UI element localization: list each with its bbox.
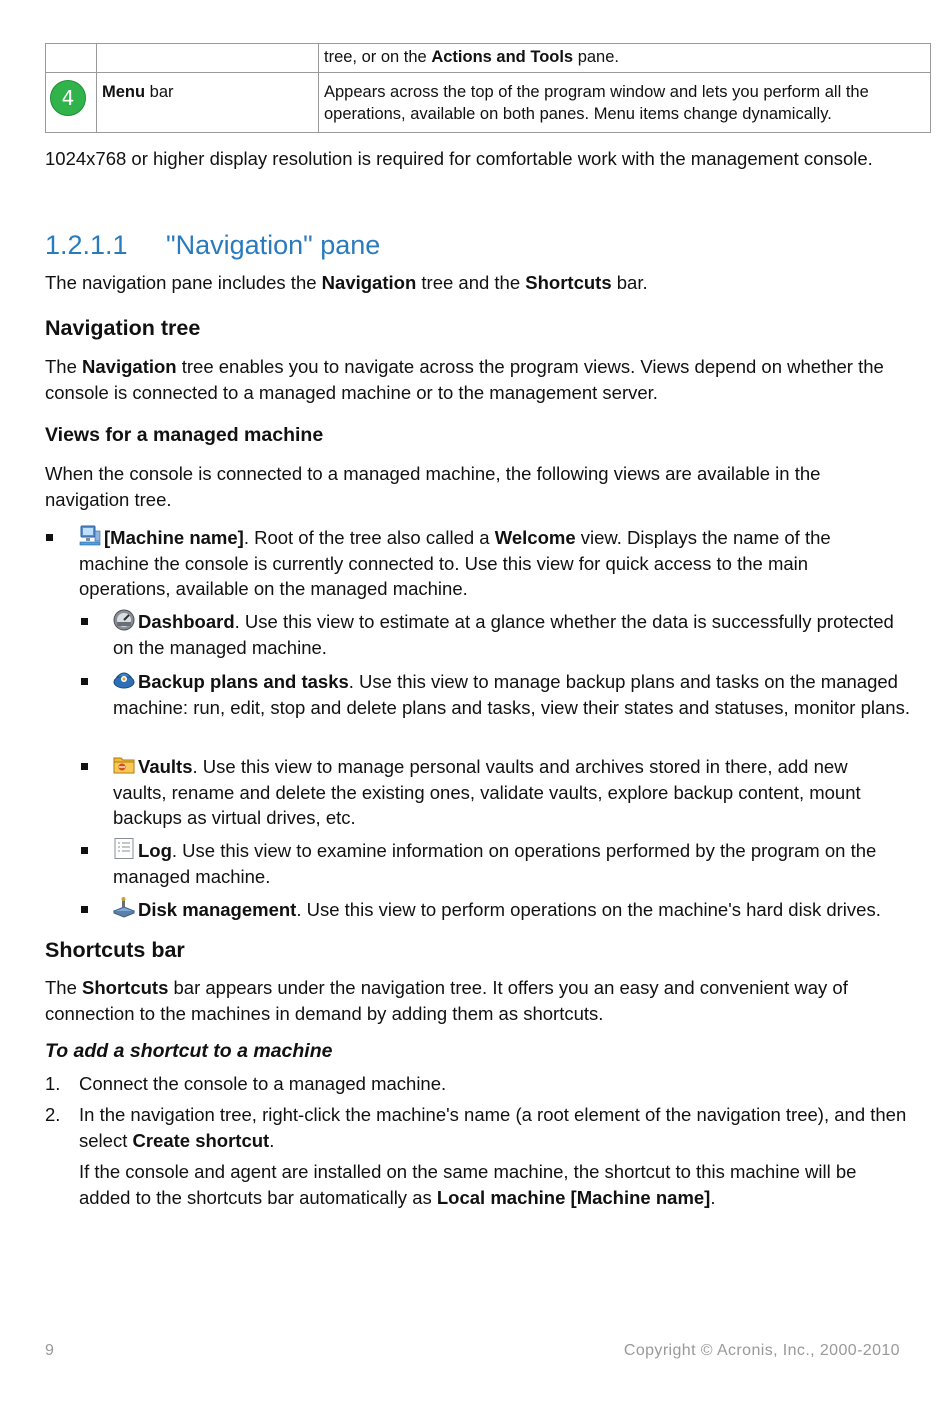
dashboard-icon bbox=[113, 609, 133, 629]
bullet bbox=[81, 678, 88, 685]
views-intro: When the console is connected to a managed machine, the following views are available in the navigation tree. bbox=[45, 463, 821, 510]
step-note: If the console and agent are installed on the same machine, the shortcut to this machine will be added to the shortcuts bar automatically as Local machine [Machine name]. bbox=[79, 1161, 857, 1208]
navigation-tree-paragraph: The Navigation tree enables you to navigate across the program views. Views depend on whether the console is connected to a managed machine or to the management server. bbox=[45, 356, 884, 403]
step-number: 2. bbox=[45, 1104, 61, 1125]
list-item-backup-plans: Backup plans and tasks. Use this view to manage backup plans and tasks on the managed machine: run, edit, stop and delete plans and tasks, view their states and statuses, monitor plans. bbox=[113, 671, 910, 718]
list-item-dashboard: Dashboard. Use this view to estimate at a glance whether the data is successfully protected on the managed machine. bbox=[113, 611, 894, 658]
table-cell-label: Menu bar bbox=[97, 73, 319, 133]
log-icon bbox=[113, 838, 133, 858]
step-2: In the navigation tree, right-click the machine's name (a root element of the navigation tree), and then select Create shortcut. bbox=[79, 1104, 907, 1151]
table-row bbox=[46, 73, 931, 133]
list-item-disk-management: Disk management. Use this view to perform operations on the machine's hard disk drives. bbox=[113, 897, 913, 923]
section-heading: 1.2.1.1 "Navigation" pane bbox=[45, 230, 381, 260]
section-intro: The navigation pane includes the Navigation tree and the Shortcuts bar. bbox=[45, 272, 648, 293]
list-item-vaults: Vaults. Use this view to manage personal vaults and archives stored in there, add new vaults, rename and delete the existing ones, validate vaults, explore backup content, mount backups as virtual drives, etc. bbox=[113, 756, 861, 828]
backup-plans-icon bbox=[113, 669, 133, 689]
shortcuts-paragraph: The Shortcuts bar appears under the navigation tree. It offers you an easy and convenient way of connection to the machines in demand by adding them as shortcuts. bbox=[45, 977, 848, 1024]
list-item-machine-name: [Machine name]. Root of the tree also called a Welcome view. Displays the name of the machine the console is currently connected to. Use this view for quick access to the main operations, available on the managed machine. bbox=[79, 527, 831, 599]
components-table bbox=[45, 43, 931, 133]
table-row bbox=[46, 44, 931, 73]
disk-management-icon bbox=[113, 897, 133, 917]
machine-icon bbox=[79, 525, 99, 545]
bullet bbox=[46, 534, 53, 541]
copyright: Copyright © Acronis, Inc., 2000-2010 bbox=[623, 1342, 900, 1359]
number-badge: 4 bbox=[50, 80, 86, 116]
page-number: 9 bbox=[45, 1342, 54, 1359]
table-cell-description: tree, or on the Actions and Tools pane. bbox=[319, 44, 931, 73]
vaults-icon bbox=[113, 754, 133, 774]
bullet bbox=[81, 847, 88, 854]
views-heading: Views for a managed machine bbox=[45, 424, 324, 446]
navigation-tree-heading: Navigation tree bbox=[45, 316, 201, 340]
step-number: 1. bbox=[45, 1073, 61, 1094]
step-1: Connect the console to a managed machine. bbox=[79, 1073, 447, 1094]
bullet bbox=[81, 618, 88, 625]
bullet bbox=[81, 906, 88, 913]
shortcuts-bar-heading: Shortcuts bar bbox=[45, 938, 185, 962]
resolution-note: 1024x768 or higher display resolution is required for comfortable work with the management console. bbox=[45, 148, 873, 169]
list-item-log: Log. Use this view to examine information on operations performed by the program on the managed machine. bbox=[113, 840, 877, 887]
bullet bbox=[81, 763, 88, 770]
howto-heading: To add a shortcut to a machine bbox=[45, 1040, 333, 1062]
table-cell-description: Appears across the top of the program window and lets you perform all the operations, available on both panes. Menu items change dynamically. bbox=[319, 73, 931, 133]
